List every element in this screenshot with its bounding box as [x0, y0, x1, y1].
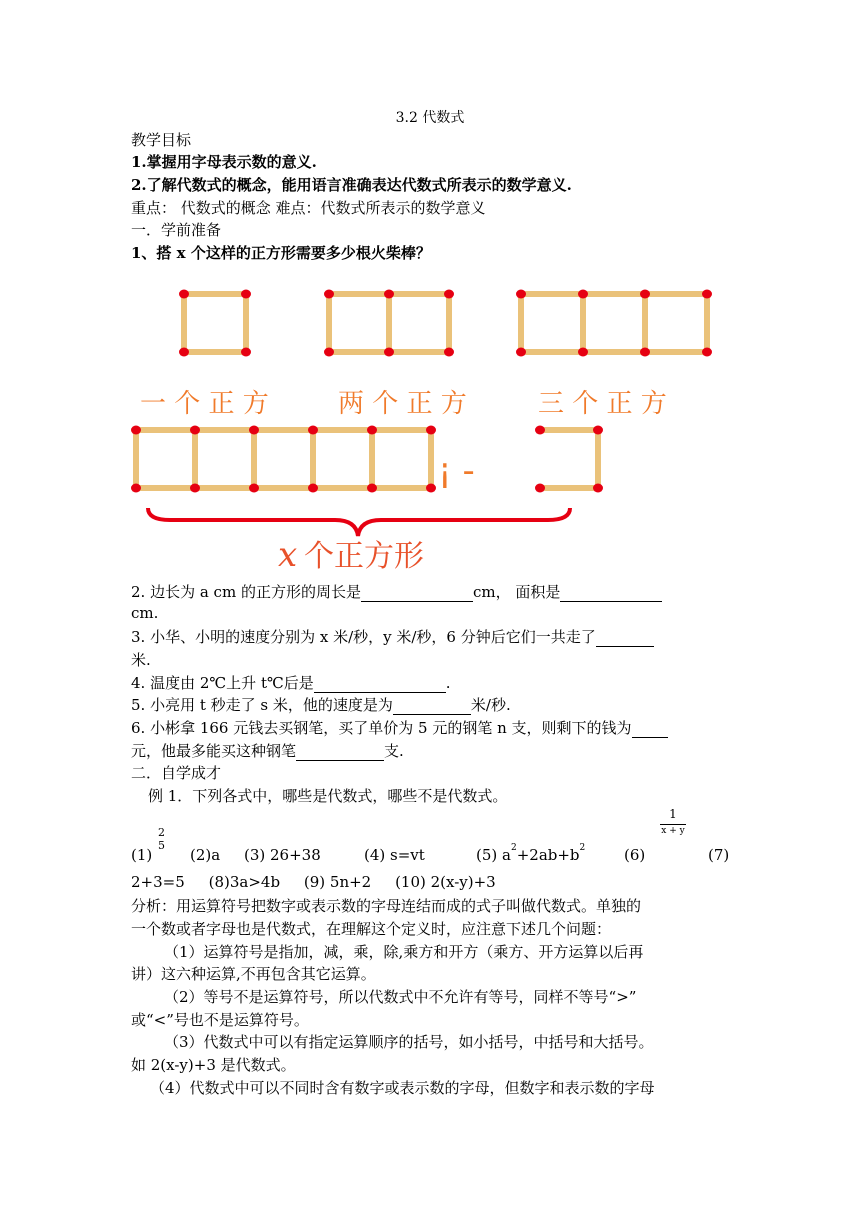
- match-head: [535, 484, 545, 493]
- match-head: [249, 484, 259, 493]
- question-4: [131, 672, 451, 693]
- q5-unit: 米/秒.: [470, 696, 511, 714]
- item-6-label: (6): [624, 846, 646, 864]
- match-head: [249, 426, 259, 435]
- match-head: [384, 290, 394, 299]
- item-1-fraction: [158, 826, 165, 852]
- match-head: [426, 426, 436, 435]
- analysis-point-1-cont: 讲）这六种运算,不再包含其它运算。: [131, 965, 376, 983]
- matchstick-figure: [0, 270, 860, 580]
- question-6: [131, 717, 668, 738]
- label-one-square: 一 个 正 方: [140, 389, 269, 419]
- match-head: [578, 290, 588, 299]
- match-head: [190, 426, 200, 435]
- brace-label-x: x: [278, 535, 298, 575]
- match-head: [593, 484, 603, 493]
- match-head: [179, 290, 189, 299]
- match-head: [640, 290, 650, 299]
- match-head: [179, 348, 189, 357]
- match-head: [384, 348, 394, 357]
- curly-brace: [148, 508, 570, 536]
- label-three-squares: 三 个 正 方: [538, 389, 667, 419]
- brace-label-text: 个正方形: [304, 539, 424, 574]
- analysis-point-4: （4）代数式中可以不同时含有数字或表示数的字母，但数字和表示数的字母: [150, 1079, 655, 1097]
- match-head: [367, 484, 377, 493]
- item-1-label: (1): [131, 846, 153, 864]
- example-1: 例 1．下列各式中，哪些是代数式，哪些不是代数式。: [148, 787, 508, 805]
- fraction-numerator: 1: [669, 807, 677, 821]
- label-two-squares: 两 个 正 方: [338, 389, 467, 419]
- match-head: [426, 484, 436, 493]
- match-head: [516, 348, 526, 357]
- match-head: [241, 290, 251, 299]
- match-head: [516, 290, 526, 299]
- q2-unit: cm.: [131, 604, 159, 622]
- q6-unit: 支.: [384, 742, 404, 760]
- fraction-denominator: x + y: [661, 826, 685, 836]
- match-head: [702, 348, 712, 357]
- match-head: [444, 348, 454, 357]
- q4-end: .: [445, 674, 451, 692]
- superscript: 2: [579, 843, 586, 853]
- q5-blank: [393, 696, 471, 715]
- items-line-2: 2+3=5 (8)3a>4b (9) 5n+2 (10) 2(x-y)+3: [131, 873, 496, 891]
- goal-1: 1.掌握用字母表示数的意义.: [131, 153, 317, 171]
- match-head: [640, 348, 650, 357]
- analysis-point-3: （3）代数式中可以有指定运算顺序的括号，如小括号，中括号和大括号。: [164, 1033, 654, 1051]
- match-head: [367, 426, 377, 435]
- q2-text: 2. 边长为 a cm 的正方形的周长是: [131, 583, 361, 601]
- q2-text-2: cm， 面积是: [472, 583, 561, 601]
- analysis-point-3-cont: 如 2(x-y)+3 是代数式。: [131, 1056, 296, 1074]
- superscript: 2: [510, 843, 517, 853]
- analysis-line-1: 分析：用运算符号把数字或表示数的字母连结而成的式子叫做代数式。单独的: [131, 897, 642, 915]
- analysis-point-2-cont: 或“<”号也不是运算符号。: [131, 1011, 309, 1029]
- question-5: [131, 694, 511, 715]
- ellipsis-dots: ¡ -: [438, 451, 475, 491]
- goals-heading: 教学目标: [131, 131, 192, 149]
- analysis-line-2: 一个数或者字母也是代数式，在理解这个定义时，应注意下述几个问题：: [131, 920, 612, 938]
- item-6-fraction: [660, 808, 686, 838]
- match-head: [593, 426, 603, 435]
- q4-text: 4. 温度由 2℃上升 t℃后是: [131, 674, 314, 692]
- q4-blank: [314, 674, 446, 693]
- match-head: [131, 426, 141, 435]
- match-head: [308, 426, 318, 435]
- item-3: (3) 26+38: [244, 846, 321, 864]
- analysis-point-2: （2）等号不是运算符号，所以代数式中不允许有等号，同样不等号“>”: [164, 988, 637, 1006]
- q6-blank-1: [632, 719, 668, 738]
- match-head: [535, 426, 545, 435]
- analysis-point-1: （1）运算符号是指加，减，乘，除,乘方和开方（乘方、开方运算以后再: [164, 943, 644, 961]
- q3-blank: [596, 628, 654, 647]
- match-head: [324, 290, 334, 299]
- question-3: [131, 626, 654, 647]
- question-6-cont: [131, 740, 404, 761]
- question-2: [131, 581, 662, 602]
- q6-blank-2: [296, 742, 384, 761]
- match-head: [308, 484, 318, 493]
- match-head: [190, 484, 200, 493]
- match-head: [444, 290, 454, 299]
- fraction-numerator: 2: [158, 826, 165, 839]
- match-head: [241, 348, 251, 357]
- goal-2: 2.了解代数式的概念，能用语言准确表达代数式所表示的数学意义.: [131, 176, 572, 194]
- match-head: [578, 348, 588, 357]
- match-head: [324, 348, 334, 357]
- document-title: 3.2 代数式: [395, 110, 465, 126]
- match-head: [131, 484, 141, 493]
- q2-blank-1: [361, 583, 473, 602]
- q3-unit: 米.: [131, 651, 151, 669]
- item-5: [476, 843, 586, 864]
- q6-text: 6. 小彬拿 166 元钱去买钢笔，买了单价为 5 元的钢笔 n 支，则剩下的钱为: [131, 719, 632, 737]
- item-7-label: (7): [708, 846, 730, 864]
- key-points: 重点： 代数式的概念 难点：代数式所表示的数学意义: [131, 199, 486, 217]
- q6-text-2: 元，他最多能买这种钢笔: [131, 742, 297, 760]
- item-4: (4) s=vt: [364, 846, 425, 864]
- question-1: 1、搭 x 个这样的正方形需要多少根火柴棒？: [131, 244, 431, 262]
- item-5-a: (5) a: [476, 846, 511, 864]
- q5-text: 5. 小亮用 t 秒走了 s 米，他的速度是为: [131, 696, 393, 714]
- item-2: (2)a: [190, 846, 221, 864]
- item-5-b: +2ab+b: [516, 846, 580, 864]
- section-1-heading: 一．学前准备: [131, 221, 222, 239]
- q2-blank-2: [560, 583, 662, 602]
- q3-text: 3. 小华、小明的速度分别为 x 米/秒，y 米/秒，6 分钟后它们一共走了: [131, 628, 596, 646]
- match-head: [702, 290, 712, 299]
- section-2-heading: 二．自学成才: [131, 764, 222, 782]
- fraction-denominator: 5: [158, 839, 165, 852]
